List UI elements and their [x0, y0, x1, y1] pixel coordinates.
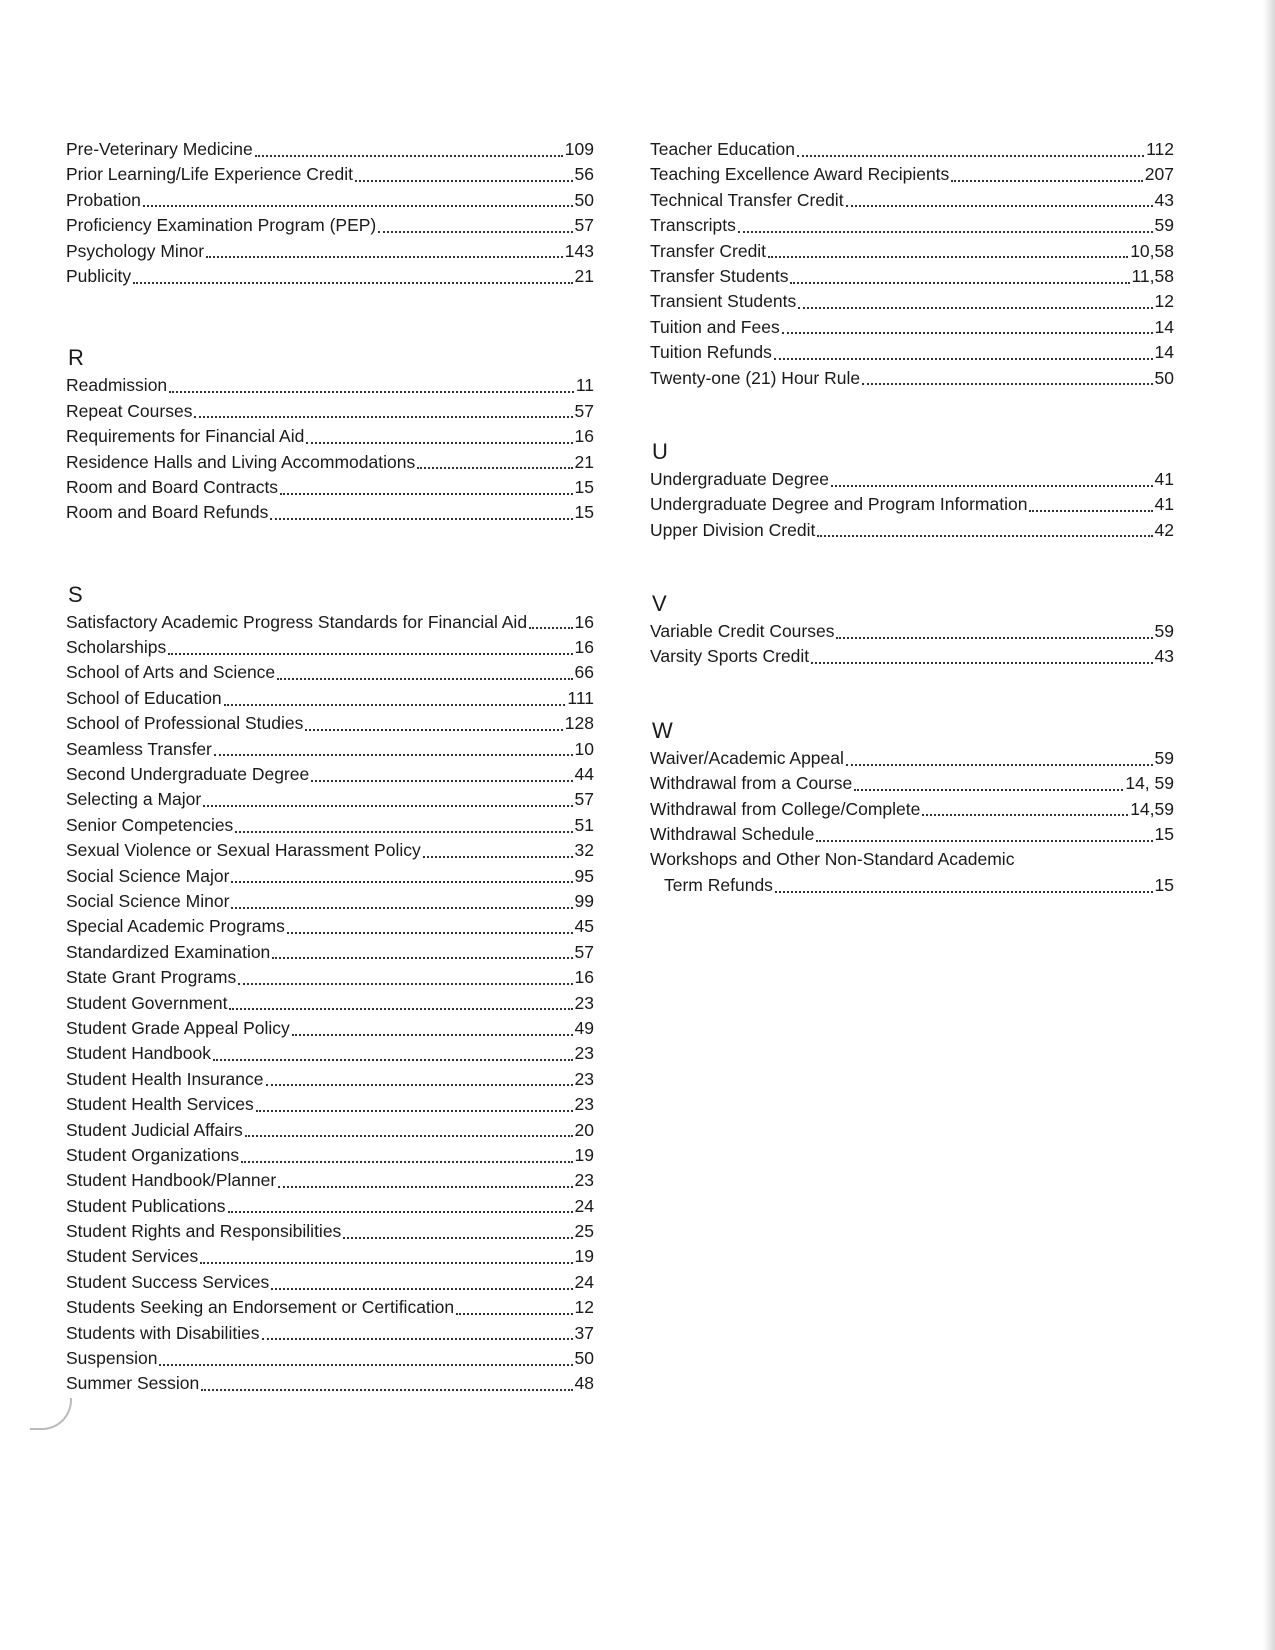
dot-leader — [200, 1262, 572, 1264]
index-entry-page: 59 — [1154, 215, 1174, 236]
index-entry-title: Room and Board Contracts — [66, 476, 279, 497]
index-entry-title: Satisfactory Academic Progress Standards for Financial Aid — [66, 611, 528, 632]
dot-leader — [238, 983, 572, 985]
index-entry-title: Scholarships — [66, 637, 167, 658]
index-entry-title: Transcripts — [650, 215, 736, 236]
index-entry — [66, 1194, 594, 1219]
index-entry-title: Standardized Examination — [66, 941, 271, 962]
dot-leader — [306, 442, 572, 444]
dot-leader — [831, 485, 1153, 487]
index-right-column — [650, 137, 1174, 898]
index-entry — [650, 746, 1174, 771]
index-entry-title: Withdrawal from a Course — [650, 773, 853, 794]
index-entry — [650, 467, 1174, 492]
index-entry-title: Varsity Sports Credit — [650, 646, 810, 667]
index-entry-title: Undergraduate Degree and Program Information — [650, 494, 1028, 515]
index-entry-title: Proficiency Examination Program (PEP) — [66, 215, 377, 236]
index-entry-page: 16 — [574, 967, 594, 988]
dot-leader — [262, 1338, 573, 1340]
dot-leader — [280, 493, 572, 495]
index-entry-title: Probation — [66, 189, 141, 210]
index-entry — [650, 492, 1174, 517]
index-entry — [66, 239, 594, 264]
index-section — [650, 591, 1174, 670]
dot-leader — [1029, 510, 1152, 512]
index-entry-page: 50 — [574, 1348, 594, 1369]
index-entry-title: Withdrawal Schedule — [650, 824, 815, 845]
dot-leader — [278, 1186, 572, 1188]
index-entry-page: 95 — [574, 865, 594, 886]
index-entry-page: 16 — [574, 426, 594, 447]
index-entry-title: Student Government — [66, 992, 228, 1013]
dot-leader — [922, 814, 1128, 816]
index-entry-title: Seamless Transfer — [66, 738, 212, 759]
index-entry-page: 19 — [574, 1246, 594, 1267]
dot-leader — [224, 704, 566, 706]
dot-leader — [790, 282, 1129, 284]
index-entry-page: 23 — [574, 1170, 594, 1191]
index-entry-title: Withdrawal from College/Complete — [650, 798, 921, 819]
index-entry — [66, 610, 594, 635]
index-entry-title: Teaching Excellence Award Recipients — [650, 164, 950, 185]
index-entry — [66, 787, 594, 812]
index-entry — [66, 1371, 594, 1396]
index-entry-page: 41 — [1154, 468, 1174, 489]
index-entry — [66, 965, 594, 990]
dot-leader — [255, 155, 563, 157]
index-entry — [650, 619, 1174, 644]
dot-leader — [775, 891, 1153, 893]
index-entry-title: Residence Halls and Living Accommodations — [66, 451, 416, 472]
dot-leader — [774, 358, 1153, 360]
index-entry-title: Transient Students — [650, 291, 797, 312]
index-entry-title: Student Judicial Affairs — [66, 1119, 243, 1140]
index-entry-page: 45 — [574, 916, 594, 937]
index-entry — [650, 315, 1174, 340]
index-entry-title: Twenty-one (21) Hour Rule — [650, 367, 861, 388]
index-entry-title: Second Undergraduate Degree — [66, 764, 310, 785]
index-entry — [66, 1321, 594, 1346]
index-entry-page: 207 — [1144, 164, 1174, 185]
index-entry-page: 23 — [574, 1043, 594, 1064]
index-entry-title: Selecting a Major — [66, 789, 202, 810]
index-entry — [650, 137, 1174, 162]
index-entry-title: Tuition and Fees — [650, 316, 780, 337]
index-entry — [650, 822, 1174, 847]
index-entry-title: Pre-Veterinary Medicine — [66, 139, 253, 159]
index-entry-title: Publicity — [66, 265, 132, 286]
dot-leader — [266, 1084, 573, 1086]
index-entry — [66, 838, 594, 863]
dot-leader — [343, 1237, 572, 1239]
dot-leader — [169, 391, 574, 393]
index-entry-title: Student Health Insurance — [66, 1068, 264, 1089]
index-entry-page: 57 — [574, 941, 594, 962]
index-entry — [66, 711, 594, 736]
dot-leader — [817, 535, 1152, 537]
index-entry — [66, 864, 594, 889]
index-entry-title: Tuition Refunds — [650, 342, 772, 363]
index-entry-page: 16 — [574, 611, 594, 632]
index-entry — [66, 1244, 594, 1269]
index-section — [650, 137, 1174, 391]
index-entry-title: Social Science Minor — [66, 890, 230, 911]
index-entry — [66, 1346, 594, 1371]
dot-leader — [798, 307, 1152, 309]
index-entry-title: Student Publications — [66, 1195, 226, 1216]
dot-leader — [271, 1288, 572, 1290]
index-entry-title: Undergraduate Degree — [650, 468, 830, 489]
index-entry-page: 15 — [574, 502, 594, 523]
dot-leader — [797, 155, 1144, 157]
index-entry-page: 23 — [574, 1094, 594, 1115]
dot-leader — [862, 383, 1152, 385]
section-letter-heading: U — [652, 438, 668, 464]
index-entry-page: 11,58 — [1131, 265, 1174, 286]
index-entry-page: 10 — [574, 738, 594, 759]
index-entry-page: 19 — [574, 1144, 594, 1165]
index-entry-title: Readmission — [66, 375, 168, 396]
index-entry — [66, 635, 594, 660]
index-entry-title: Student Services — [66, 1246, 199, 1267]
index-entry-title: Transfer Students — [650, 265, 789, 286]
section-letter-heading: R — [68, 345, 84, 371]
index-entry — [66, 1118, 594, 1143]
index-entry — [66, 137, 594, 162]
index-entry-page: 15 — [574, 476, 594, 497]
index-entry-page: 24 — [574, 1195, 594, 1216]
index-entry-title: Transfer Credit — [650, 240, 767, 261]
dot-leader — [201, 1389, 572, 1391]
index-entry-page: 14, 59 — [1125, 773, 1174, 794]
page-smudge-mark — [30, 1398, 72, 1430]
index-entry-page: 42 — [1154, 519, 1174, 540]
index-entry-page: 49 — [574, 1017, 594, 1038]
index-entry — [66, 1219, 594, 1244]
index-entry — [650, 644, 1174, 669]
index-entry-title: Student Success Services — [66, 1271, 270, 1292]
index-entry-page: 16 — [574, 637, 594, 658]
index-section — [66, 137, 594, 289]
dot-leader — [854, 789, 1123, 791]
section-letter-heading: S — [68, 581, 83, 607]
index-entry — [66, 813, 594, 838]
index-entry-title: Variable Credit Courses — [650, 621, 835, 642]
index-entry — [66, 213, 594, 238]
dot-leader — [241, 1161, 572, 1163]
index-entry-title: Repeat Courses — [66, 400, 193, 421]
dot-leader — [836, 637, 1152, 639]
index-entry — [66, 500, 594, 525]
dot-leader — [245, 1135, 573, 1137]
index-entry — [66, 373, 594, 398]
dot-leader — [214, 754, 573, 756]
index-entry-title: Student Handbook/Planner — [66, 1170, 277, 1191]
index-entry-page: 14 — [1154, 316, 1174, 337]
index-entry — [650, 797, 1174, 822]
dot-leader — [133, 282, 572, 284]
dot-leader — [846, 764, 1153, 766]
index-entry-page: 21 — [574, 451, 594, 472]
index-entry — [66, 940, 594, 965]
index-entry-page: 41 — [1154, 494, 1174, 515]
index-entry-page: 57 — [574, 215, 594, 236]
dot-leader — [287, 932, 573, 934]
index-entry-title: Senior Competencies — [66, 814, 234, 835]
index-section — [66, 582, 594, 1397]
dot-leader — [951, 180, 1143, 182]
index-entry — [66, 686, 594, 711]
index-entry — [650, 239, 1174, 264]
index-entry-title: Sexual Violence or Sexual Harassment Policy — [66, 840, 421, 861]
dot-leader — [143, 205, 573, 207]
index-entry — [66, 762, 594, 787]
index-entry-page: 25 — [574, 1221, 594, 1242]
index-entry-title: Technical Transfer Credit — [650, 189, 844, 210]
index-entry — [66, 1067, 594, 1092]
dot-leader — [417, 467, 572, 469]
index-entry-page: 99 — [574, 890, 594, 911]
dot-leader — [782, 332, 1153, 334]
index-entry — [650, 518, 1174, 543]
index-entry — [650, 188, 1174, 213]
index-entry-title: Waiver/Academic Appeal — [650, 747, 844, 768]
index-entry-title: Student Health Services — [66, 1094, 254, 1115]
index-entry-page: 12 — [1154, 291, 1174, 312]
index-entry-title: Term Refunds — [664, 874, 773, 895]
index-entry-page: 20 — [574, 1119, 594, 1140]
index-entry-page: 50 — [574, 189, 594, 210]
index-entry-page: 128 — [564, 713, 594, 734]
index-entry-page: 44 — [574, 764, 594, 785]
index-entry — [66, 1092, 594, 1117]
index-entry-page: 15 — [1154, 874, 1174, 895]
index-entry-title: Workshops and Other Non-Standard Academic — [650, 849, 1015, 870]
dot-leader — [529, 627, 572, 629]
index-section — [650, 718, 1174, 898]
dot-leader — [213, 1059, 573, 1061]
index-entry-page: 24 — [574, 1271, 594, 1292]
index-entry-page: 43 — [1154, 189, 1174, 210]
index-entry-page: 37 — [574, 1322, 594, 1343]
index-entry-page: 57 — [574, 789, 594, 810]
dot-leader — [292, 1034, 573, 1036]
index-entry — [66, 1041, 594, 1066]
index-entry — [66, 660, 594, 685]
index-entry — [66, 1016, 594, 1041]
dot-leader — [311, 780, 572, 782]
index-entry-title: School of Professional Studies — [66, 713, 304, 734]
index-entry-title: Requirements for Financial Aid — [66, 426, 305, 447]
index-section — [650, 439, 1174, 543]
dot-leader — [423, 856, 573, 858]
index-entry — [66, 737, 594, 762]
dot-leader — [229, 1008, 572, 1010]
index-entry-title: Room and Board Refunds — [66, 502, 269, 523]
index-entry — [66, 914, 594, 939]
dot-leader — [270, 518, 572, 520]
index-entry-page: 32 — [574, 840, 594, 861]
index-left-column — [66, 137, 594, 1397]
index-entry-title: Summer Session — [66, 1373, 200, 1394]
index-entry — [650, 771, 1174, 796]
index-entry-page: 112 — [1146, 139, 1174, 159]
section-letter-heading: V — [652, 591, 667, 617]
index-entry-page: 43 — [1154, 646, 1174, 667]
index-entry — [650, 264, 1174, 289]
index-entry-title: Upper Division Credit — [650, 519, 816, 540]
index-entry-page: 23 — [574, 1068, 594, 1089]
index-entry-title: Psychology Minor — [66, 240, 205, 261]
index-entry — [66, 1143, 594, 1168]
dot-leader — [811, 662, 1152, 664]
index-entry — [66, 1168, 594, 1193]
index-entry-page: 14 — [1154, 342, 1174, 363]
index-entry-page: 50 — [1154, 367, 1174, 388]
index-entry — [66, 450, 594, 475]
index-entry-title: Students Seeking an Endorsement or Certification — [66, 1297, 455, 1318]
dot-leader — [203, 805, 572, 807]
index-entry-title: School of Arts and Science — [66, 662, 276, 683]
dot-leader — [816, 840, 1152, 842]
index-entry-title: Student Handbook — [66, 1043, 211, 1064]
page-edge-shadow — [1263, 0, 1275, 1650]
index-entry-title: Special Academic Programs — [66, 916, 285, 937]
index-entry-page: 48 — [574, 1373, 594, 1394]
dot-leader — [355, 180, 573, 182]
dot-leader — [159, 1364, 572, 1366]
dot-leader — [768, 256, 1128, 258]
dot-leader — [305, 729, 562, 731]
dot-leader — [231, 881, 572, 883]
index-entry-title: Teacher Education — [650, 139, 795, 159]
index-entry — [650, 873, 1174, 898]
index-entry-page: 14,59 — [1130, 798, 1174, 819]
index-entry — [650, 162, 1174, 187]
index-entry — [650, 340, 1174, 365]
index-entry — [66, 1295, 594, 1320]
index-entry-page: 15 — [1154, 824, 1174, 845]
dot-leader — [378, 231, 572, 233]
index-section — [66, 345, 594, 525]
index-entry-page: 51 — [574, 814, 594, 835]
index-entry — [66, 188, 594, 213]
index-entry-title: Student Rights and Responsibilities — [66, 1221, 342, 1242]
index-entry — [650, 847, 1174, 872]
index-entry-page: 143 — [564, 240, 594, 261]
index-entry-page: 56 — [574, 164, 594, 185]
index-entry-page: 111 — [567, 687, 594, 708]
index-entry — [66, 162, 594, 187]
dot-leader — [846, 205, 1153, 207]
index-entry — [650, 366, 1174, 391]
index-entry-page: 23 — [574, 992, 594, 1013]
index-entry — [66, 1270, 594, 1295]
dot-leader — [277, 678, 572, 680]
section-letter-heading: W — [652, 717, 673, 743]
index-entry-title: Student Organizations — [66, 1144, 240, 1165]
index-entry-page: 109 — [564, 139, 594, 159]
index-entry-title: Student Grade Appeal Policy — [66, 1017, 290, 1038]
dot-leader — [206, 256, 563, 258]
dot-leader — [738, 231, 1153, 233]
index-entry — [650, 213, 1174, 238]
index-entry-title: Prior Learning/Life Experience Credit — [66, 164, 353, 185]
index-entry — [66, 399, 594, 424]
index-entry-title: School of Education — [66, 687, 222, 708]
index-entry — [66, 889, 594, 914]
dot-leader — [231, 907, 572, 909]
dot-leader — [228, 1211, 573, 1213]
index-entry-page: 57 — [574, 400, 594, 421]
index-entry-page: 12 — [574, 1297, 594, 1318]
index-entry — [66, 991, 594, 1016]
index-entry-page: 59 — [1154, 621, 1174, 642]
dot-leader — [272, 957, 572, 959]
dot-leader — [235, 831, 572, 833]
index-entry-title: Students with Disabilities — [66, 1322, 260, 1343]
index-entry-page: 10,58 — [1130, 240, 1174, 261]
dot-leader — [168, 653, 572, 655]
index-entry — [66, 264, 594, 289]
index-entry — [66, 475, 594, 500]
index-entry-page: 66 — [574, 662, 594, 683]
index-entry-page: 59 — [1154, 747, 1174, 768]
index-entry-page: 21 — [574, 265, 594, 286]
index-entry-title: Social Science Major — [66, 865, 230, 886]
dot-leader — [194, 416, 572, 418]
index-entry-title: State Grant Programs — [66, 967, 237, 988]
index-entry — [650, 289, 1174, 314]
dot-leader — [456, 1313, 572, 1315]
index-entry — [66, 424, 594, 449]
dot-leader — [256, 1110, 573, 1112]
index-entry-page: 11 — [575, 375, 594, 396]
index-entry-title: Suspension — [66, 1348, 158, 1369]
